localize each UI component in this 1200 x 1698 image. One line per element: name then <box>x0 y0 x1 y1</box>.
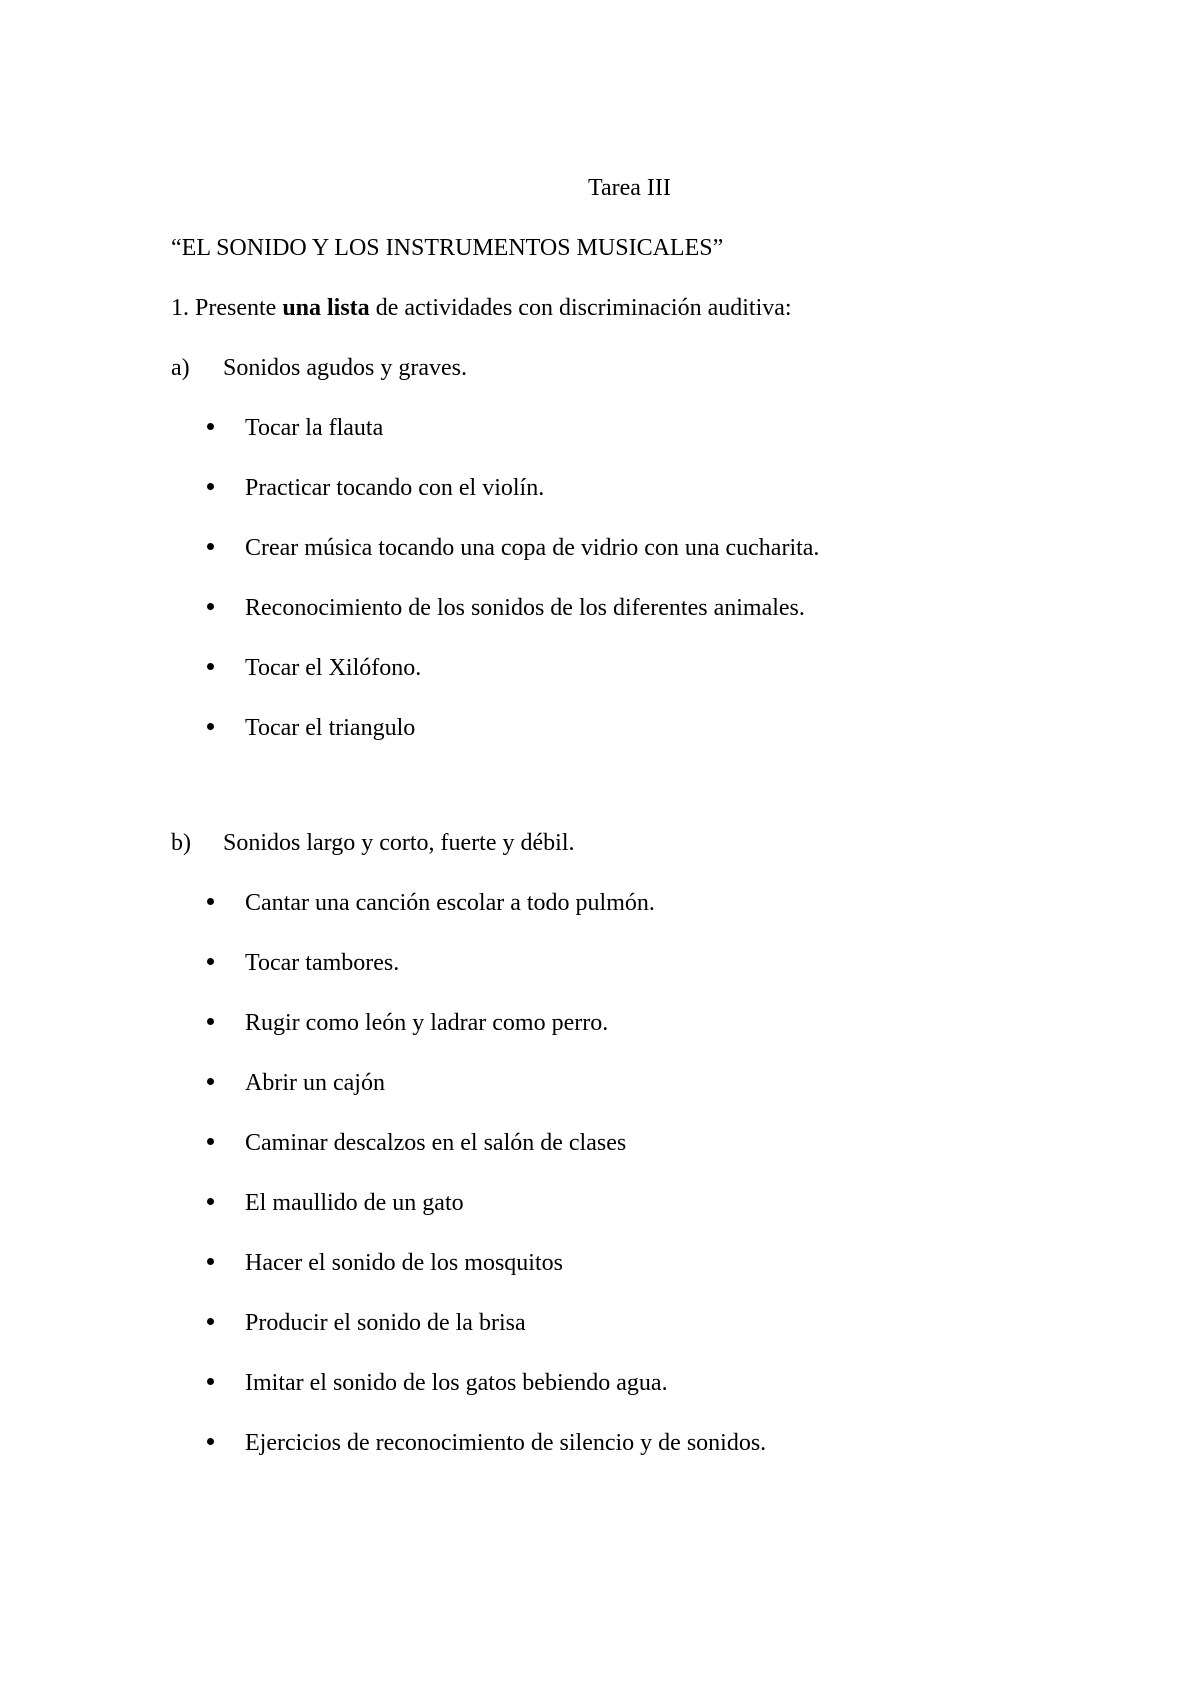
list-item <box>205 534 819 562</box>
section-a-marker: a) <box>171 355 190 381</box>
list-item-text: Caminar descalzos en el salón de clases <box>245 1130 627 1156</box>
list-item <box>205 594 805 622</box>
list-item <box>205 1429 766 1457</box>
list-item-text: Tocar la flauta <box>245 415 384 441</box>
list-item <box>205 949 399 977</box>
question-prefix: 1. Presente <box>171 295 283 321</box>
section-a-label: Sonidos agudos y graves. <box>223 355 467 381</box>
section-a-heading <box>171 354 467 382</box>
list-item <box>205 1249 563 1277</box>
list-item <box>205 1129 626 1157</box>
list-item-text: El maullido de un gato <box>245 1190 464 1216</box>
list-item <box>205 414 383 442</box>
question-1 <box>171 294 792 322</box>
list-item-text: Hacer el sonido de los mosquitos <box>245 1250 563 1276</box>
question-bold: una lista <box>282 295 370 321</box>
list-item-text: Practicar tocando con el violín. <box>245 475 545 501</box>
list-item <box>205 1309 526 1337</box>
list-item-text: Tocar tambores. <box>245 950 400 976</box>
list-item <box>205 654 421 682</box>
section-b-marker: b) <box>171 830 191 856</box>
section-b-label: Sonidos largo y corto, fuerte y débil. <box>223 830 575 856</box>
list-item-text: Tocar el triangulo <box>245 715 416 741</box>
document-heading: “EL SONIDO Y LOS INSTRUMENTOS MUSICALES” <box>171 235 724 261</box>
list-item <box>205 889 655 917</box>
list-item-text: Abrir un cajón <box>245 1070 385 1096</box>
list-item-text: Imitar el sonido de los gatos bebiendo agua. <box>245 1370 668 1396</box>
list-item <box>205 474 544 502</box>
list-item-text: Producir el sonido de la brisa <box>245 1310 526 1336</box>
list-item <box>205 714 415 742</box>
list-item-text: Rugir como león y ladrar como perro. <box>245 1010 609 1036</box>
list-item-text: Reconocimiento de los sonidos de los diferentes animales. <box>245 595 805 621</box>
section-b-heading <box>171 829 575 857</box>
list-item-text: Cantar una canción escolar a todo pulmón. <box>245 890 655 916</box>
list-item <box>205 1009 608 1037</box>
page-title: Tarea III <box>588 175 671 201</box>
list-item <box>205 1069 385 1097</box>
list-item <box>205 1189 464 1217</box>
list-item-text: Ejercicios de reconocimiento de silencio y de sonidos. <box>245 1430 767 1456</box>
question-suffix: de actividades con discriminación auditiva: <box>369 295 792 321</box>
list-item-text: Tocar el Xilófono. <box>245 655 422 681</box>
list-item <box>205 1369 668 1397</box>
list-item-text: Crear música tocando una copa de vidrio con una cucharita. <box>245 535 820 561</box>
